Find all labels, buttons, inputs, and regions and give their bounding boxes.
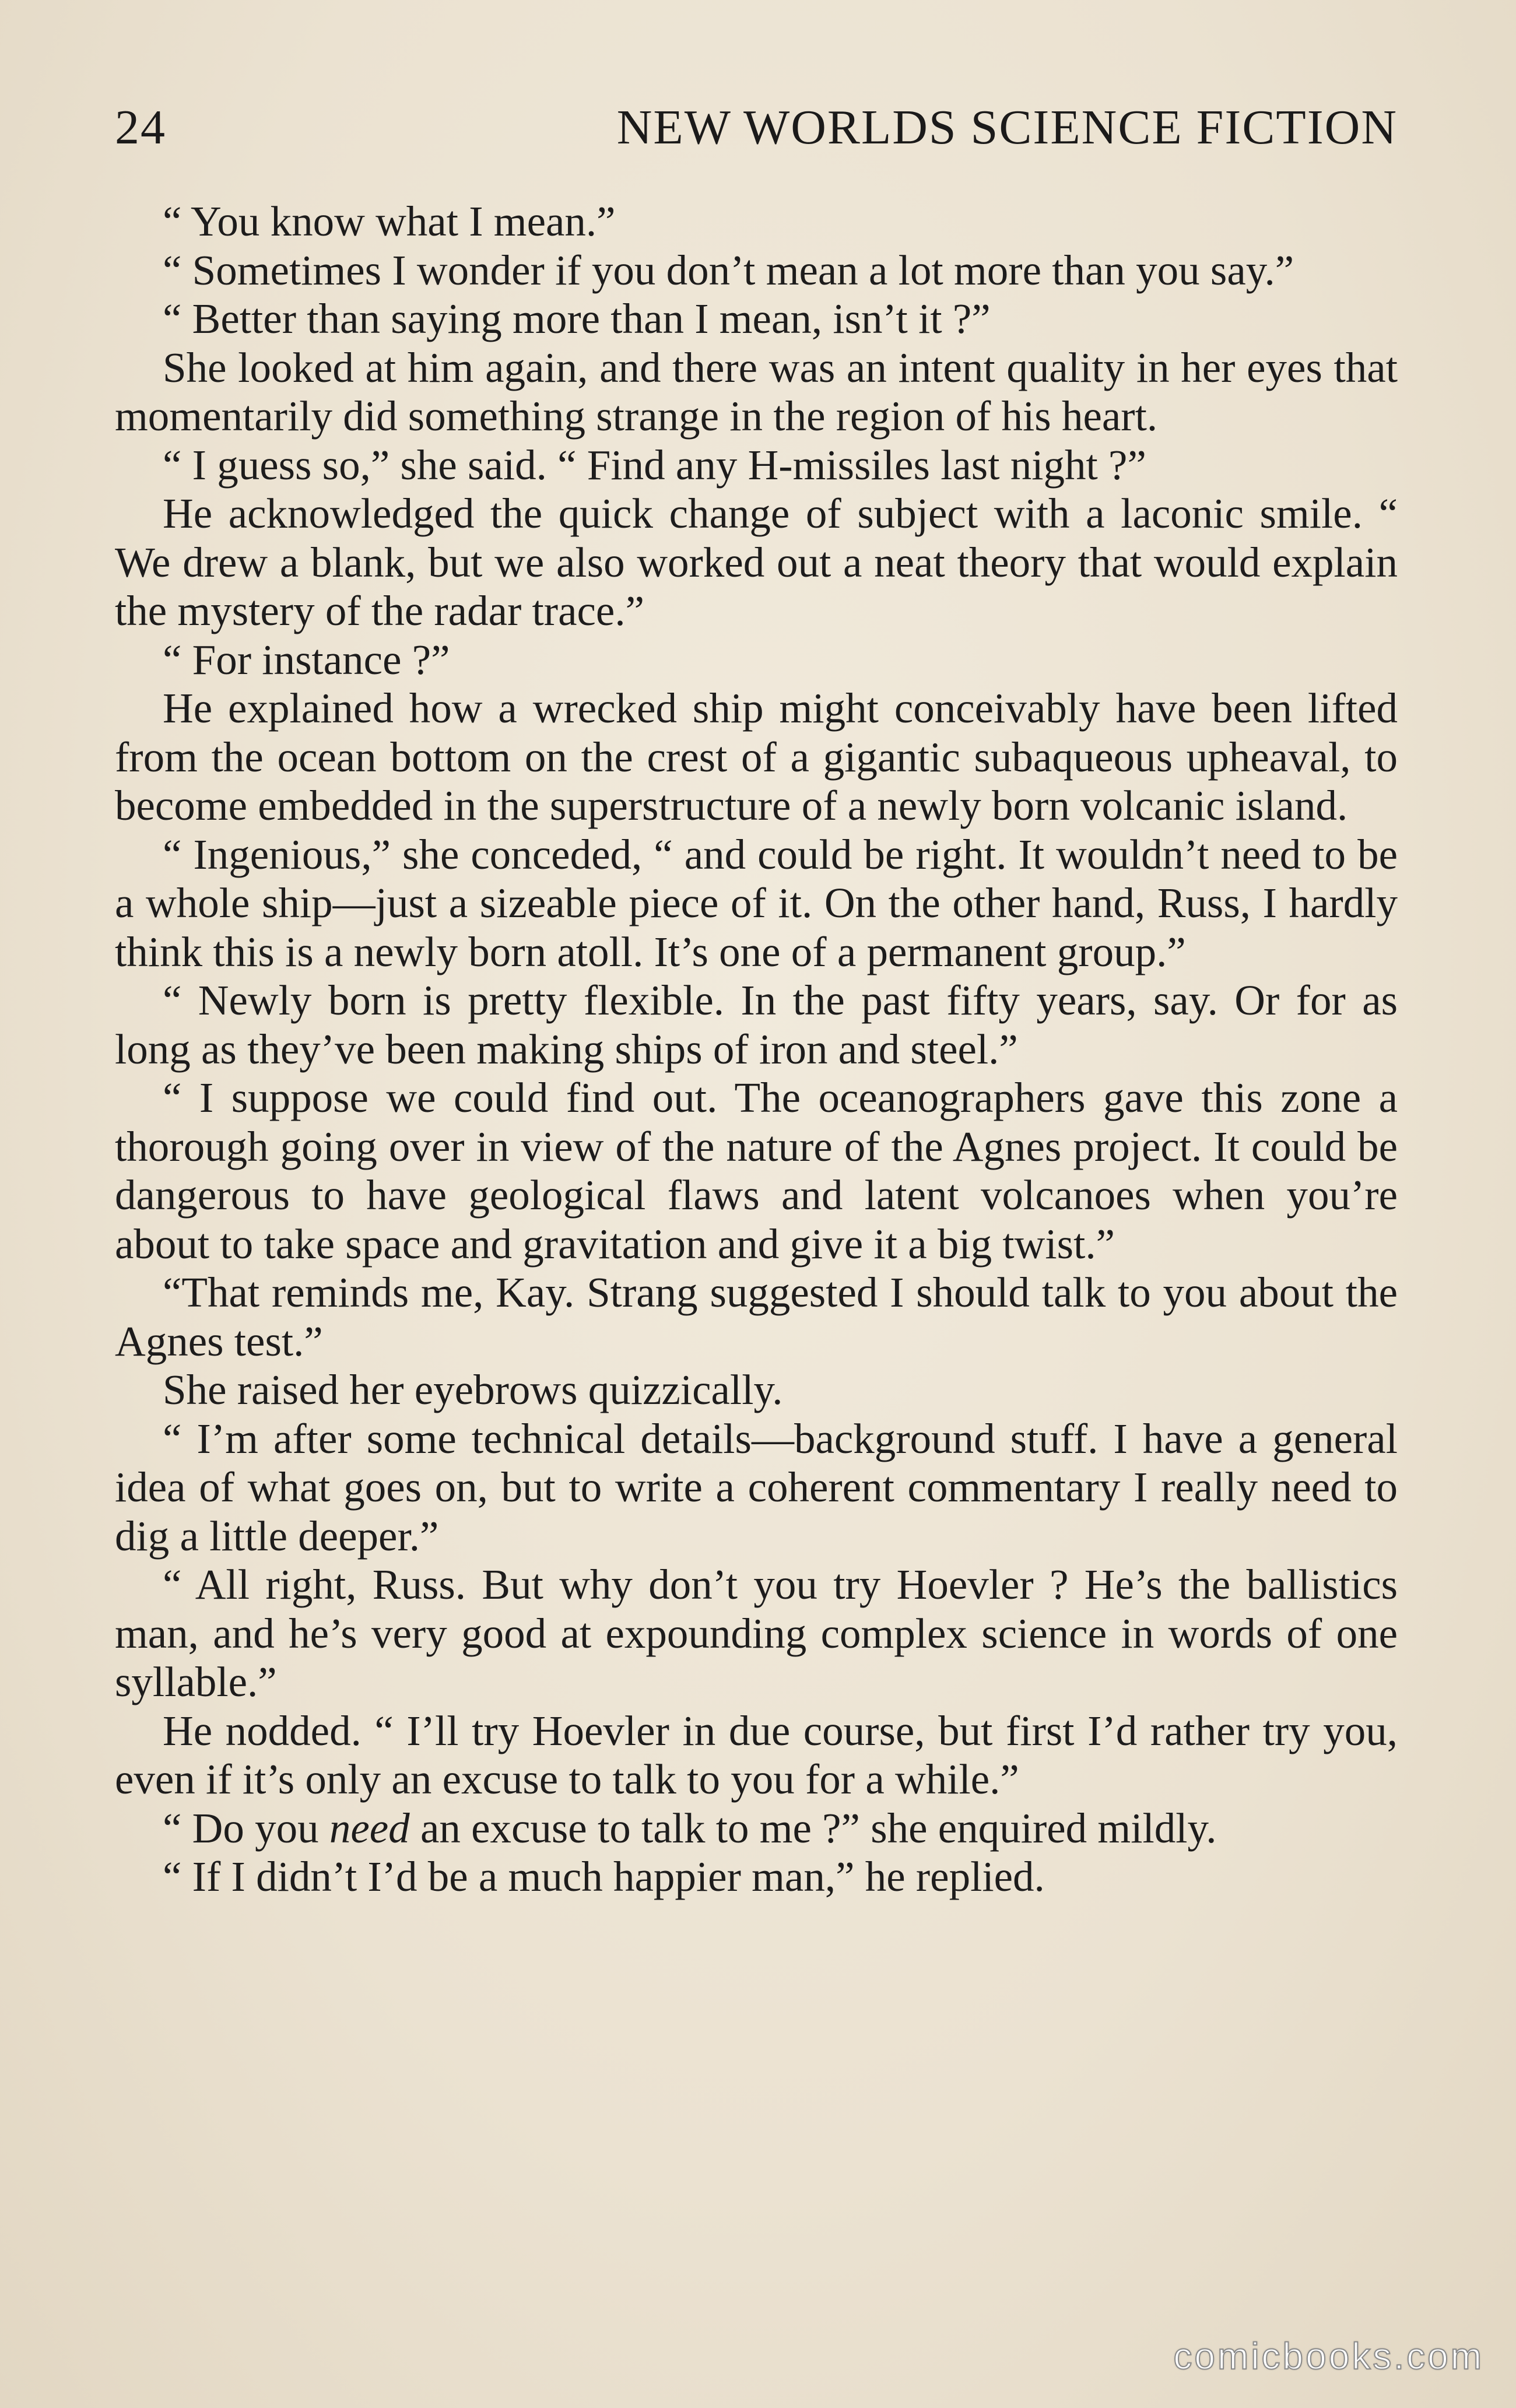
paragraph-need-after: an excuse to talk to me ?” she enquired mildly. bbox=[409, 1804, 1217, 1852]
paragraph: She looked at him again, and there was an intent quality in her eyes that momentarily did something strange in the region of his heart. bbox=[115, 343, 1398, 440]
watermark: comicbooks.com bbox=[1173, 2335, 1484, 2377]
emphasis-need: need bbox=[329, 1804, 410, 1852]
paragraph-last: “ If I didn’t I’d be a much happier man,” he replied. bbox=[163, 1853, 1045, 1900]
paragraph: She raised her eyebrows quizzically. bbox=[163, 1366, 783, 1413]
paragraph: “ All right, Russ. But why don’t you try Hoevler ? He’s the ballistics man, and he’s very good at expounding complex science in words of one syllable.” bbox=[115, 1561, 1398, 1705]
paragraph: “ I’m after some technical details—background stuff. I have a general idea of what goes on, but to write a coherent commentary I really need to dig a little deeper.” bbox=[115, 1414, 1398, 1560]
paragraph: “ Better than saying more than I mean, isn’t it ?” bbox=[163, 295, 991, 342]
paragraph: “ Ingenious,” she conceded, “ and could be right. It wouldn’t need to be a whole ship—just a sizeable piece of it. On the other hand, Russ, I hardly think this is a newly born atoll. It’s one of a permanent group.” bbox=[115, 830, 1398, 975]
page-number: 24 bbox=[115, 100, 166, 155]
paragraph-need-before: “ Do you bbox=[163, 1804, 329, 1852]
paragraph: He nodded. “ I’ll try Hoevler in due course, but first I’d rather try you, even if it’s only an excuse to talk to you for a while.” bbox=[115, 1707, 1398, 1803]
paragraph: “That reminds me, Kay. Strang suggested I should talk to you about the Agnes test.” bbox=[115, 1269, 1398, 1365]
paragraph: He explained how a wrecked ship might conceivably have been lifted from the ocean bottom on the crest of a gigantic subaqueous upheaval, to become embedded in the superstructure of a newly born volcanic island. bbox=[115, 685, 1398, 829]
running-head bbox=[115, 99, 1398, 163]
journal-title: NEW WORLDS SCIENCE FICTION bbox=[616, 100, 1398, 155]
paragraph: “ Sometimes I wonder if you don’t mean a lot more than you say.” bbox=[163, 246, 1294, 294]
paragraph-need bbox=[115, 1804, 1398, 1853]
paragraph: “ For instance ?” bbox=[163, 636, 450, 683]
paragraph: He acknowledged the quick change of subject with a laconic smile. “ We drew a blank, but we also worked out a neat theory that would explain the mystery of the radar trace.” bbox=[115, 490, 1398, 634]
story-text bbox=[115, 197, 1398, 1901]
paragraph: “ You know what I mean.” bbox=[163, 198, 616, 245]
paragraph: “ Newly born is pretty flexible. In the past fifty years, say. Or for as long as they’ve been making ships of iron and steel.” bbox=[115, 977, 1398, 1073]
paragraph: “ I suppose we could find out. The oceanographers gave this zone a thorough going over in view of the nature of the Agnes project. It could be dangerous to have geological flaws and latent volcanoes when you’re about to take space and gravitation and give it a big twist.” bbox=[115, 1074, 1398, 1268]
paragraph: “ I guess so,” she said. “ Find any H-missiles last night ?” bbox=[163, 441, 1146, 489]
